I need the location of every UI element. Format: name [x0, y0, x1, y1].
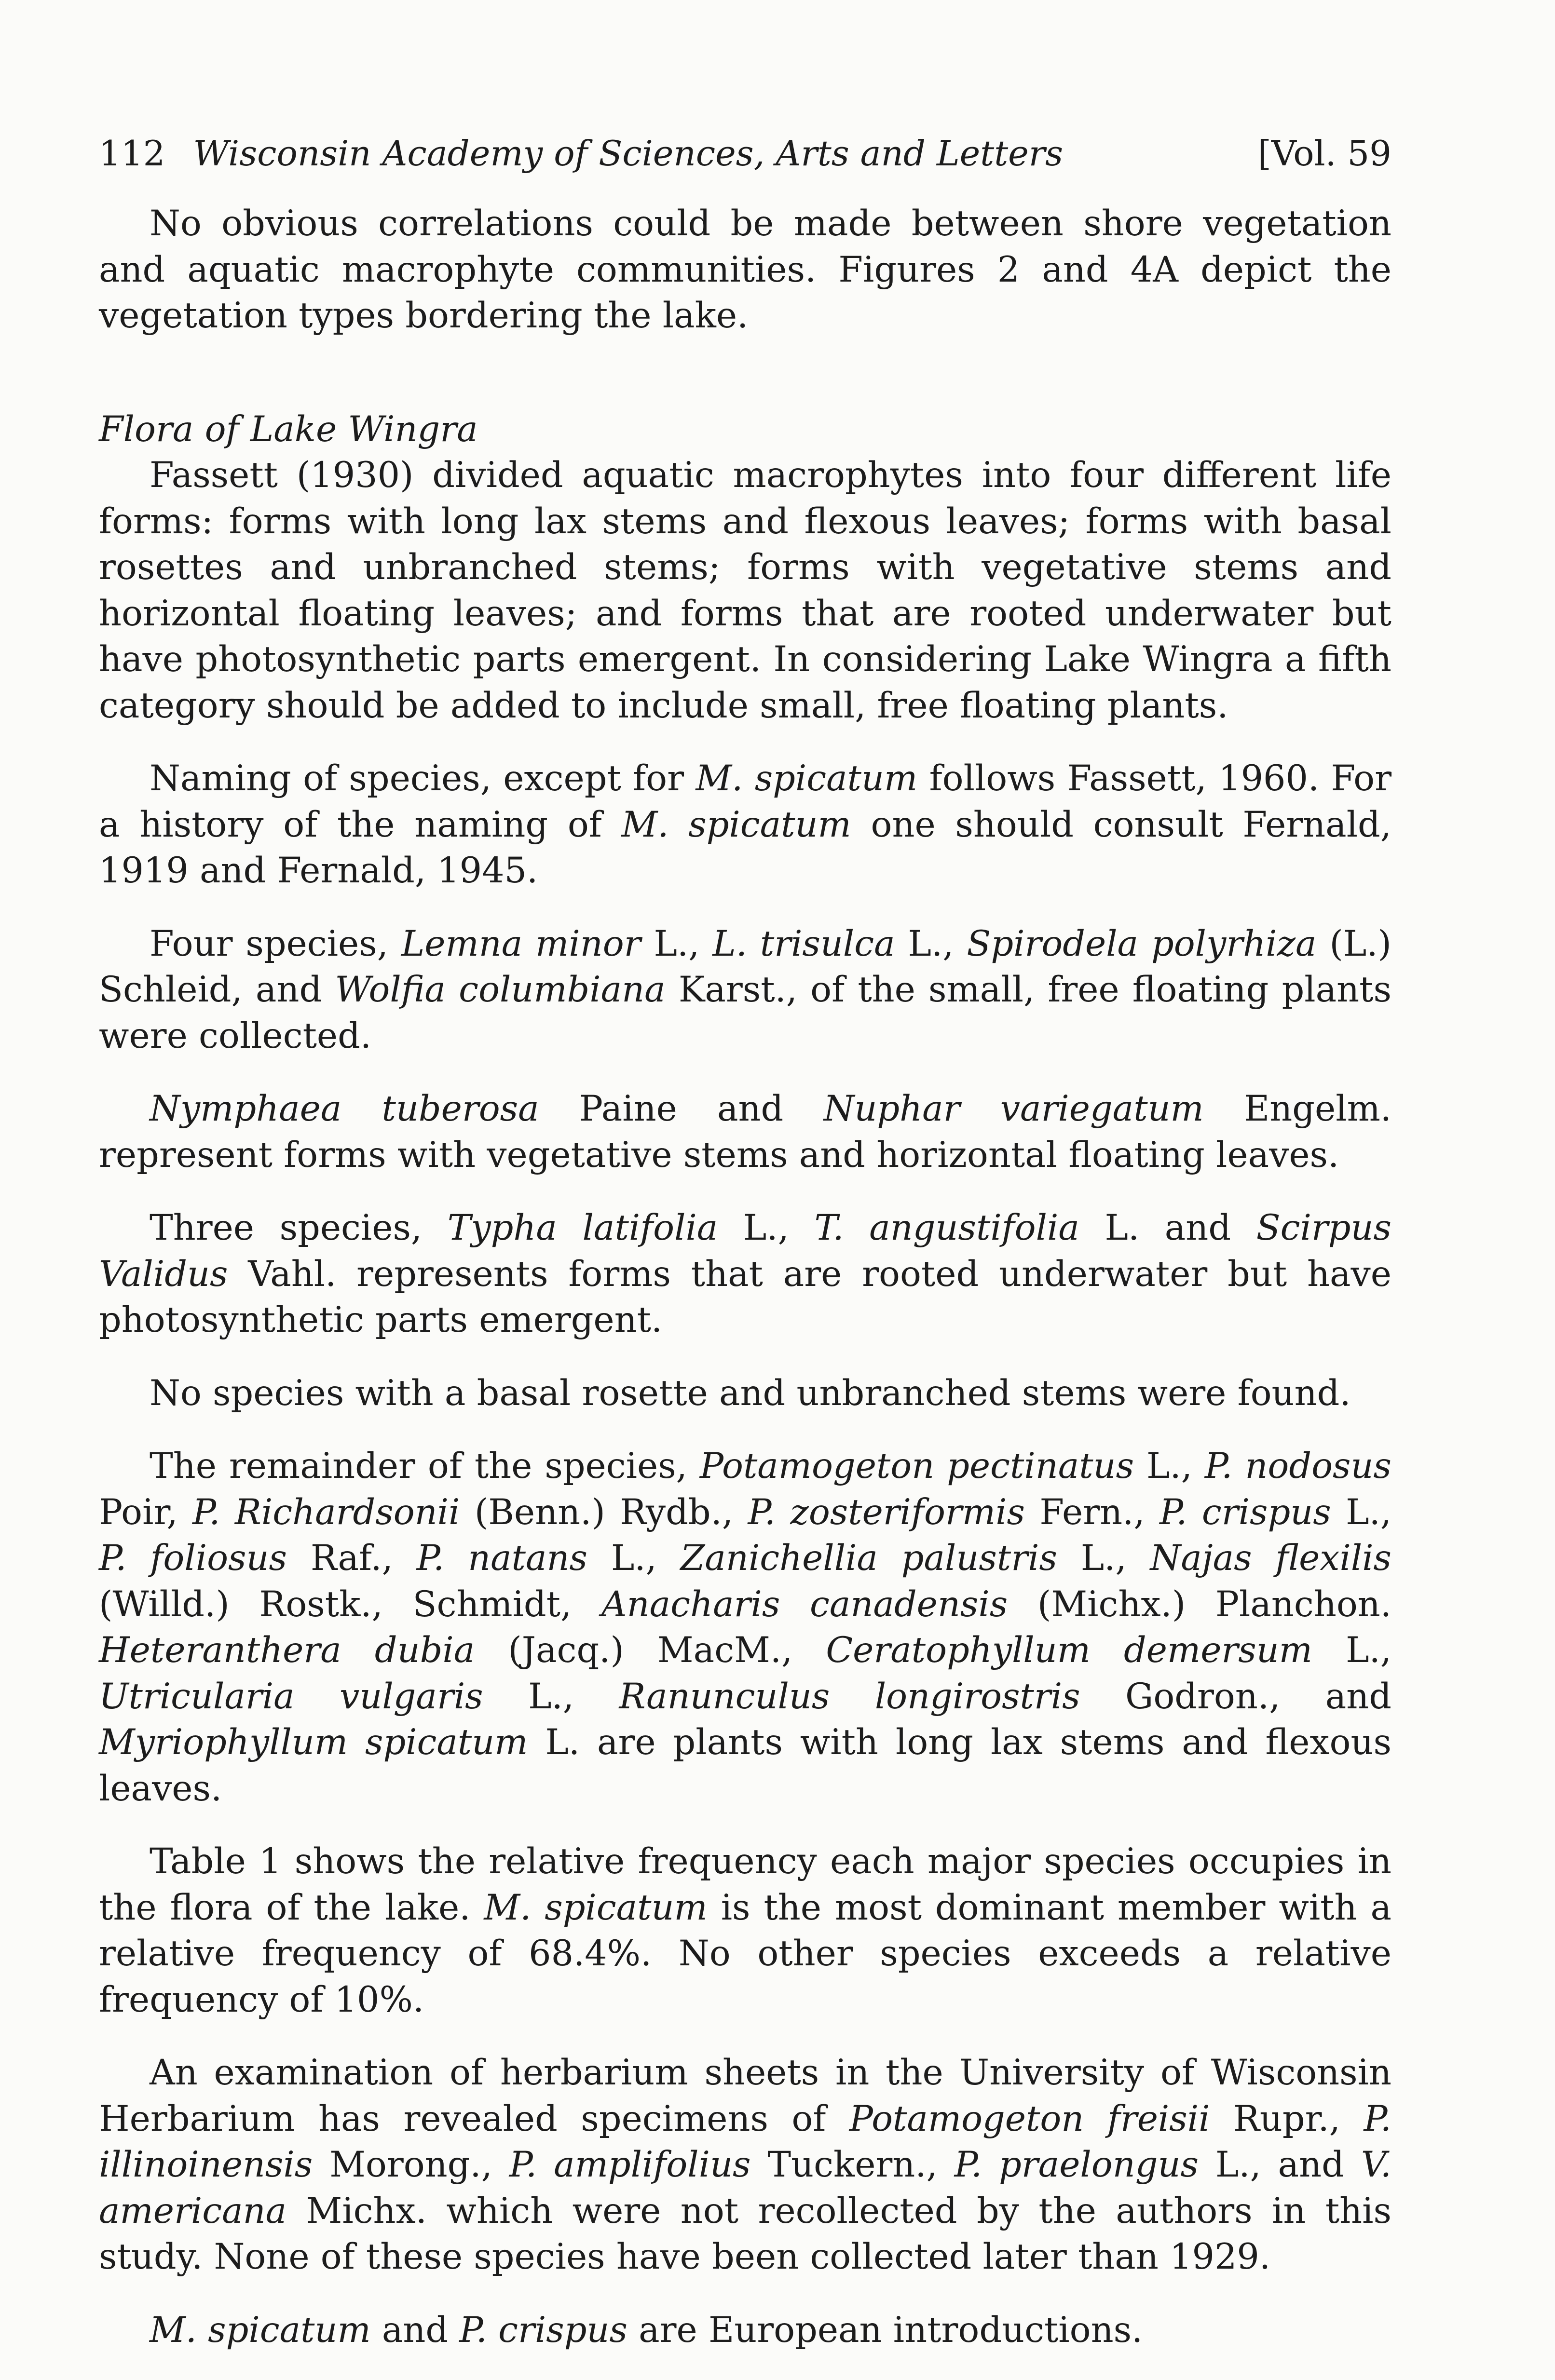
paragraph-shore-vegetation: No obvious correlations could be made between shore vegetation and aquatic macrophyte communities. Figures 2 and 4A depict the vegetation types bordering the lake.: [99, 203, 1391, 336]
volume-label: [Vol. 59: [1257, 133, 1391, 174]
paragraph-herbarium: An examination of herbarium sheets in the University of Wisconsin Herbarium has revealed specimens of Potamogeton freisii Rupr., P. illinoinensis Morong., P. amplifolius Tuckern., P. praelongus L., and V. americana Michx. which were not recollected by the authors in this study. None of these species have been collected later than 1929.: [99, 2052, 1391, 2277]
paragraph-free-floating: Four species, Lemna minor L., L. trisulca L., Spirodela polyrhiza (L.) Schleid, and Wolfia columbiana Karst., of the small, free floating plants were collected.: [99, 923, 1392, 1056]
page-number: 112: [99, 133, 165, 174]
page-content: [99, 130, 1391, 2353]
paragraph-remainder-species: The remainder of the species, Potamogeton pectinatus L., P. nodosus Poir, P. Richardsonii (Benn.) Rydb., P. zosteriformis Fern., P. crispus L., P. foliosus Raf., P. natans L., Zanichellia palustris L., Najas flexilis (Willd.) Rostk., Schmidt, Anacharis canadensis (Michx.) Planchon. Heteranthera dubia (Jacq.) MacM., Ceratophyllum demersum L., Utricularia vulgaris L., Ranunculus longirostris Godron., and Myriophyllum spicatum L. are plants with long lax stems and flexous leaves.: [99, 1446, 1392, 1809]
paragraph-basal-rosette: No species with a basal rosette and unbranched stems were found.: [150, 1372, 1351, 1414]
section-title: Flora of Lake Wingra: [99, 408, 478, 450]
paragraph-relative-frequency: Table 1 shows the relative frequency each major species occupies in the flora of the lake. M. spicatum is the most dominant member with a relative frequency of 68.4%. No other species exceeds a relative frequency of 10%.: [99, 1841, 1391, 2020]
journal-title: Wisconsin Academy of Sciences, Arts and Letters: [193, 133, 1064, 174]
running-header: [99, 130, 1391, 176]
paragraph-floating-leaves: Nymphaea tuberosa Paine and Nuphar variegatum Engelm. represent forms with vegetative stems and horizontal floating leaves.: [99, 1088, 1391, 1176]
paragraph-emergent: Three species, Typha latifolia L., T. angustifolia L. and Scirpus Validus Vahl. represents forms that are rooted underwater but have photosynthetic parts emergent.: [99, 1207, 1392, 1340]
paragraph-european-introductions: M. spicatum and P. crispus are European introductions.: [150, 2309, 1143, 2351]
paragraph-naming: Naming of species, except for M. spicatum follows Fassett, 1960. For a history of the naming of M. spicatum one should consult Fernald, 1919 and Fernald, 1945.: [99, 758, 1391, 891]
paragraph-life-forms: Fassett (1930) divided aquatic macrophytes into four different life forms: forms with long lax stems and flexous leaves; forms with basal rosettes and unbranched stems; forms with vegetative stems and horizontal floating leaves; and forms that are rooted underwater but have photosynthetic parts emergent. In considering Lake Wingra a fifth category should be added to include small, free floating plants.: [99, 455, 1391, 726]
